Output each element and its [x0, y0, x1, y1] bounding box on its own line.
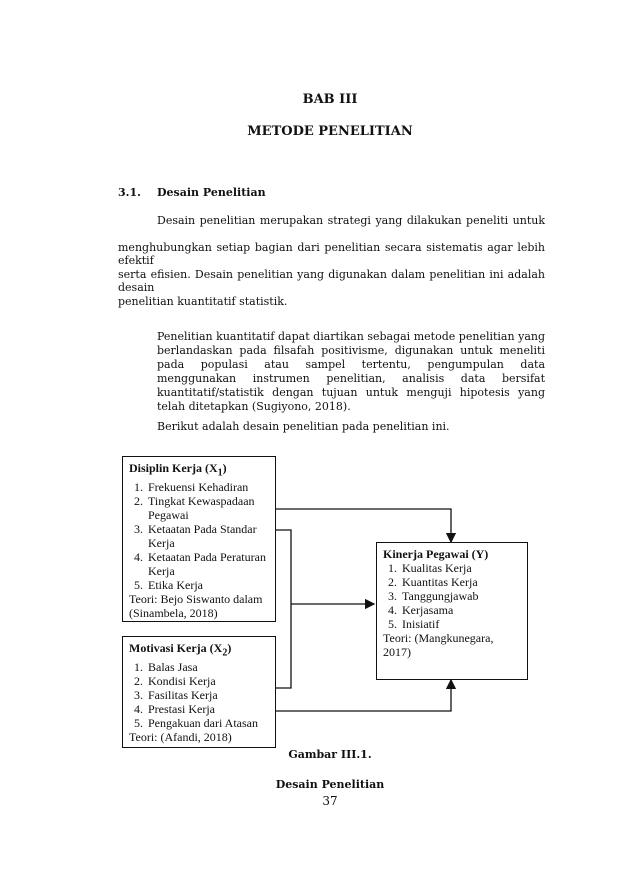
list-item: 1. Frekuensi Kehadiran [146, 480, 269, 494]
box-x2-items [129, 660, 269, 730]
arrow-x2-to-y [276, 680, 451, 711]
box-y-theory: Teori: (Mangkunegara, 2017) [383, 631, 494, 659]
box-x1-theory: Teori: Bejo Siswanto dalam (Sinambela, 2018) [129, 592, 263, 621]
paragraph-line-1: Desain penelitian merupakan strategi yang dilakukan peneliti untuk [157, 214, 545, 227]
list-item: 2. Kuantitas Kerja [400, 575, 521, 589]
paragraph-line-2: menghubungkan setiap bagian dari penelitian secara sistematis agar lebih efektif [118, 241, 545, 267]
list-item: 3. Ketaatan Pada Standar Kerja [146, 522, 269, 550]
section-number: 3.1. [118, 186, 141, 199]
list-item: 4. Ketaatan Pada Peraturan Kerja [146, 550, 269, 578]
list-item: 1. Balas Jasa [146, 660, 269, 674]
box-x2-theory: Teori: (Afandi, 2018) [129, 730, 232, 745]
list-item: 3. Fasilitas Kerja [146, 688, 269, 702]
box-x1-title: Disiplin Kerja $(X_1)$ [129, 461, 227, 479]
list-item: 4. Kerjasama [400, 603, 521, 617]
box-y-items [383, 561, 521, 631]
list-item: 1. Kualitas Kerja [400, 561, 521, 575]
figure-caption-number: Gambar III.1. [288, 748, 372, 761]
bracket-x1-x2 [276, 530, 291, 688]
list-item: 4. Prestasi Kerja [146, 702, 269, 716]
box-motivasi-kerja [122, 636, 276, 748]
figure-caption-title: Desain Penelitian [275, 778, 385, 791]
box-y-title: Kinerja Pegawai (Y) [383, 547, 489, 561]
chapter-title: METODE PENELITIAN [247, 124, 413, 139]
box-kinerja-pegawai [376, 542, 528, 680]
paragraph-line-3: serta efisien. Desain penelitian yang digunakan dalam penelitian ini adalah desain [118, 268, 545, 294]
chapter-number: BAB III [302, 92, 358, 107]
list-item: 3. Tanggungjawab [400, 589, 521, 603]
figure-intro-text: Berikut adalah desain penelitian pada penelitian ini. [157, 420, 450, 433]
list-item: 5. Pengakuan dari Atasan [146, 716, 269, 730]
arrow-x1-to-y [276, 509, 451, 542]
section-title: Desain Penelitian [157, 186, 266, 199]
paragraph-line-4: penelitian kuantitatif statistik. [118, 295, 288, 308]
box-x1-items [129, 480, 269, 592]
sugiyono-quote: Penelitian kuantitatif dapat diartikan sebagai metode penelitian yang berlandaskan pada filsafah positivisme, digunakan untuk meneliti pada populasi atau sampel tertentu, pengumpulan data menggunakan instrumen penelitian, analisis data bersifat kuantitatif/statistik dengan tujuan untuk menguji hipotesis yang telah ditetapkan (Sugiyono, 2018). [157, 330, 545, 413]
list-item: 5. Inisiatif [400, 617, 521, 631]
list-item: 5. Etika Kerja [146, 578, 269, 592]
box-x2-title: Motivasi Kerja $(X_2)$ [129, 641, 232, 659]
box-disiplin-kerja [122, 456, 276, 622]
list-item: 2. Kondisi Kerja [146, 674, 269, 688]
list-item: 2. Tingkat Kewaspadaan Pegawai [146, 494, 269, 522]
page-number: 37 [322, 794, 338, 808]
